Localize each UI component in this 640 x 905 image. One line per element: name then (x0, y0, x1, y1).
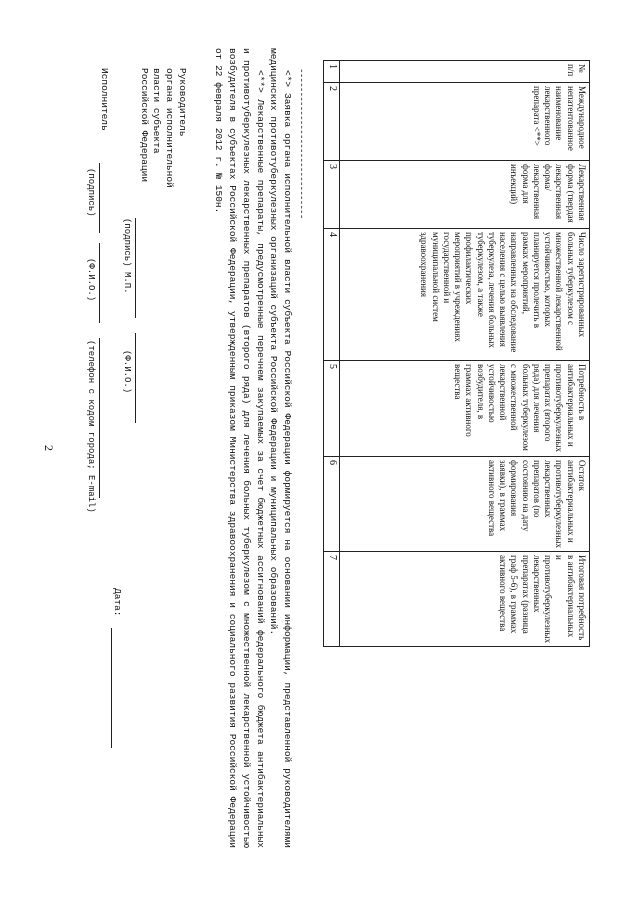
head-label: Руководитель органа исполнительной власти субъекта Российской Федерации (138, 68, 188, 188)
header-cell-6: Остаток антибактериальных и противотуберкулезных лекарственных препаратов (по состоянию на дату формирования заявки), в граммах активного вещества (340, 457, 590, 552)
column-number-2: 2 (324, 83, 340, 161)
footnotes (212, 48, 308, 848)
header-cell-1: № п/п (340, 61, 590, 83)
table-number-row (324, 61, 340, 647)
column-number-3: 3 (324, 161, 340, 229)
exec-phone-caption: (телефон с кодом города; E-mail) (86, 340, 96, 513)
date-label: Дата: (112, 588, 123, 617)
head-signature-caption: (подпись) М.П. (122, 218, 132, 294)
header-cell-4: Число зарегистрированных больных туберкулезом с множественной лекарственной устойчивостью, которых планируется пролечить в рамках мероприятий, направленных на обследование населения с целью выявления туберкулеза, лечения больных туберкулезом, а также профилактических мероприятий в учреждениях государственной и муниципальной систем здравоохранения (340, 229, 590, 361)
executor-label: Исполнитель (99, 68, 110, 131)
exec-signature-line (99, 163, 112, 233)
header-cell-7: Итоговая потребность в антибактериальных и противотуберкулезных лекарственных препаратах (разница граф 5-6), в граммах активного вещества (340, 552, 590, 647)
date-line (111, 628, 124, 748)
header-cell-3: Лекарственная форма (твердая лекарственная форма/ лекарственная форма для инъекций) (340, 161, 590, 229)
head-name-caption: (Ф.И.О.) (122, 350, 132, 394)
column-number-7: 7 (324, 552, 340, 647)
exec-name-caption: (Ф.И.О.) (86, 258, 96, 302)
exec-name-line (99, 243, 112, 323)
exec-signature-caption: (подпись) (86, 168, 96, 217)
footnote-2: <**> Лекарственные препараты, предусмотренные перечнем закупаемых за счет бюджетных ассигнований федерального бюджета антибактериальных и противотуберкулезных лекарственных препаратов (второго ряда) для лечения больных туберкулезом с множественной лекарственной устойчивостью возбудителя в субъектах Российской Федерации, утвержденным приказом Министерства здравоохранения и социального развития Российской Федерации от 22 февраля 2012 г. № 150н. (213, 48, 266, 848)
head-name-line (135, 333, 148, 423)
column-number-6: 6 (324, 457, 340, 552)
header-cell-2: Международное непатентованное наименование лекарственного препарата <**> (340, 83, 590, 161)
page-number: 2 (42, 445, 56, 451)
demand-table (324, 60, 591, 647)
exec-phone-line (99, 338, 112, 498)
rotated-page-content (30, 40, 590, 860)
footnote-1: <*> Заявка органа исполнительной власти субъекта Российской Федерации формируется на основании информации, представленной руководителями медицинских противотуберкулезных организаций субъекта Российской Федерации и муниципальных образований. (268, 48, 294, 848)
header-cell-5: Потребность в антибактериальных и противотуберкулезных препаратах (второго ряда) для лечения больных туберкулезом с множественной лекарственной устойчивостью возбудителя, в граммах активного вещества (340, 361, 590, 457)
head-signature-line (135, 218, 148, 318)
column-number-5: 5 (324, 361, 340, 457)
table-header-row (340, 61, 590, 647)
column-number-4: 4 (324, 229, 340, 361)
footnote-divider: -------------------------------- (296, 68, 307, 219)
column-number-1: 1 (324, 61, 340, 83)
